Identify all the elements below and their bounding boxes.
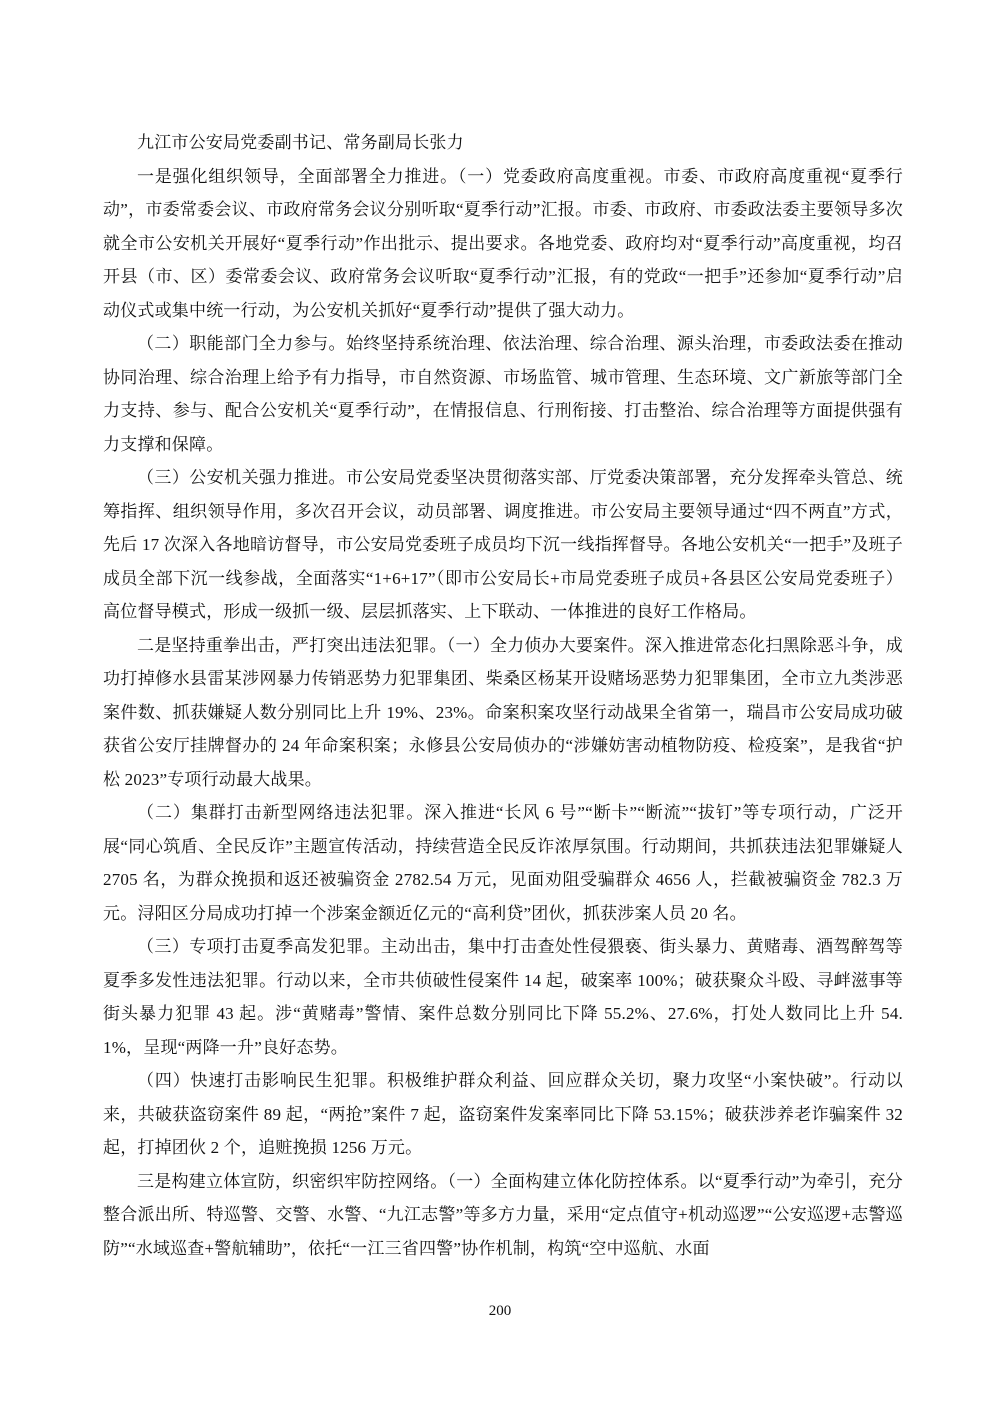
document-body xyxy=(103,126,903,1265)
paragraph-section-3: 三是构建立体宣防，织密织牢防控网络。（一）全面构建立体化防控体系。以“夏季行动”为牵引，充分整合派出所、特巡警、交警、水警、“九江志警”等多方力量，采用“定点值守+机动巡逻”“公安巡逻+志警巡防”“水域巡查+警航辅助”，依托“一江三省四警”协作机制，构筑“空中巡航、水面 xyxy=(103,1171,903,1258)
paragraph-section-2: 二是坚持重拳出击，严打突出违法犯罪。（一）全力侦办大要案件。深入推进常态化扫黑除恶斗争，成功打掉修水县雷某涉网暴力传销恶势力犯罪集团、柴桑区杨某开设赌场恶势力犯罪集团，全市立九类涉恶案件数、抓获嫌疑人数分别同比上升 19%、23%。命案积案攻坚行动战果全省第一，瑞昌市公安局成功破获省公安厅挂牌督办的 24 年命案积案；永修县公安局侦办的“涉嫌妨害动植物防疫、检疫案”，是我省“护松 2023”专项行动最大战果。 xyxy=(103,635,903,789)
paragraph-speaker-title: 九江市公安局党委副书记、常务副局长张力 xyxy=(137,133,464,152)
paragraph-section-2-3: （三）专项打击夏季高发犯罪。主动出击，集中打击查处性侵猥亵、街头暴力、黄赌毒、酒驾醉驾等夏季多发性违法犯罪。行动以来，全市共侦破性侵案件 14 起，破案率 100%；破获聚众斗殴、寻衅滋事等街头暴力犯罪 43 起。涉“黄赌毒”警情、案件总数分别同比下降 55.2%、27.6%，打处人数同比上升 54.1%，呈现“两降一升”良好态势。 xyxy=(103,937,903,1057)
page-footer xyxy=(0,1302,1000,1320)
paragraph-section-2-4: （四）快速打击影响民生犯罪。积极维护群众利益、回应群众关切，聚力攻坚“小案快破”。行动以来，共破获盗窃案件 89 起，“两抢”案件 7 起，盗窃案件发案率同比下降 53.15%；破获涉养老诈骗案件 32 起，打掉团伙 2 个，追赃挽损 1256 万元。 xyxy=(103,1071,903,1157)
paragraph-section-1-3: （三）公安机关强力推进。市公安局党委坚决贯彻落实部、厅党委决策部署，充分发挥牵头管总、统筹指挥、组织领导作用，多次召开会议，动员部署、调度推进。市公安局主要领导通过“四不两直”方式，先后 17 次深入各地暗访督导，市公安局党委班子成员均下沉一线指挥督导。各地公安机关“一把手”及班子成员全部下沉一线参战，全面落实“1+6+17”（即市公安局长+市局党委班子成员+各县区公安局党委班子）高位督导模式，形成一级抓一级、层层抓落实、上下联动、一体推进的良好工作格局。 xyxy=(103,468,903,621)
paragraph-section-1: 一是强化组织领导，全面部署全力推进。（一）党委政府高度重视。市委、市政府高度重视“夏季行动”，市委常委会议、市政府常务会议分别听取“夏季行动”汇报。市委、市政府、市委政法委主要领导多次就全市公安机关开展好“夏季行动”作出批示、提出要求。各地党委、政府均对“夏季行动”高度重视，均召开县（市、区）委常委会议、政府常务会议听取“夏季行动”汇报，有的党政“一把手”还参加“夏季行动”启动仪式或集中统一行动，为公安机关抓好“夏季行动”提供了强大动力。 xyxy=(103,166,903,320)
paragraph-section-2-2: （二）集群打击新型网络违法犯罪。深入推进“长风 6 号”“断卡”“断流”“拔钉”等专项行动，广泛开展“同心筑盾、全民反诈”主题宣传活动，持续营造全民反诈浓厚氛围。行动期间，共抓获违法犯罪嫌疑人 2705 名，为群众挽损和返还被骗资金 2782.54 万元，见面劝阻受骗群众 4656 人，拦截被骗资金 782.3 万元。浔阳区分局成功打掉一个涉案金额近亿元的“高利贷”团伙，抓获涉案人员 20 名。 xyxy=(103,803,903,923)
paragraph-section-1-2: （二）职能部门全力参与。始终坚持系统治理、依法治理、综合治理、源头治理，市委政法委在推动协同治理、综合治理上给予有力指导，市自然资源、市场监管、城市管理、生态环境、文广新旅等部门全力支持、参与、配合公安机关“夏季行动”，在情报信息、行刑衔接、打击整治、综合治理等方面提供强有力支撑和保障。 xyxy=(103,334,903,454)
page-number: 200 xyxy=(488,1303,512,1319)
